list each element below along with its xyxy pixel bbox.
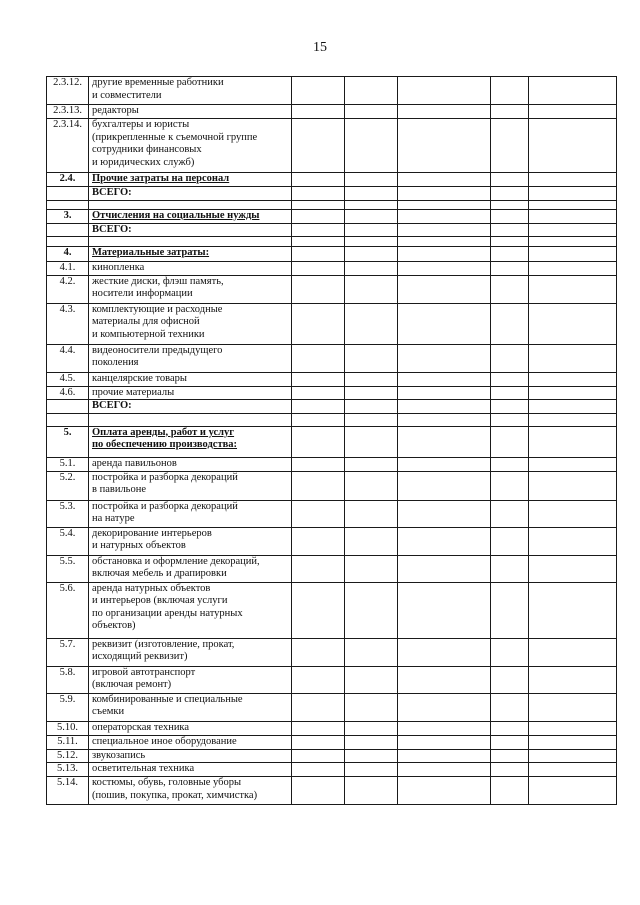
row-label-text: ВСЕГО: [92, 223, 132, 235]
empty-cell [292, 582, 345, 638]
empty-cell [529, 77, 617, 105]
row-label-text: операторская техника [92, 721, 190, 733]
empty-cell [491, 527, 529, 555]
page-number: 15 [313, 40, 327, 55]
row-label [89, 262, 292, 276]
empty-cell [292, 555, 345, 582]
empty-cell [292, 262, 345, 276]
table-row [47, 721, 617, 735]
row-number: 5.8. [47, 666, 89, 693]
empty-cell [292, 500, 345, 527]
row-label-text: другие временные работники и совместители [92, 77, 224, 101]
row-label-text: кинопленка [92, 262, 145, 273]
empty-cell [292, 426, 345, 457]
empty-cell [345, 262, 398, 276]
row-label-text: Отчисления на социальные нужды [92, 209, 260, 221]
table-row [47, 303, 617, 344]
table-row [47, 77, 617, 105]
empty-cell [292, 763, 345, 777]
empty-cell [491, 777, 529, 805]
row-label-text: редакторы [92, 105, 139, 116]
empty-cell [398, 457, 491, 471]
empty-cell [398, 105, 491, 119]
empty-cell [292, 209, 345, 223]
table-row [47, 262, 617, 276]
row-number [47, 223, 89, 237]
table-row [47, 209, 617, 223]
empty-cell [292, 693, 345, 721]
empty-cell [345, 471, 398, 500]
empty-cell [398, 344, 491, 372]
row-label-text: ВСЕГО: [92, 187, 132, 198]
table-row [47, 763, 617, 777]
row-label-text: реквизит (изготовление, прокат, исходящий реквизит) [92, 638, 235, 662]
row-label [89, 582, 292, 638]
table-row [47, 666, 617, 693]
empty-cell [529, 237, 617, 247]
empty-cell [491, 582, 529, 638]
row-label-text: звукозапись [92, 749, 146, 761]
empty-cell [345, 105, 398, 119]
row-label [89, 500, 292, 527]
empty-cell [529, 303, 617, 344]
table-row [47, 749, 617, 763]
empty-cell [292, 638, 345, 666]
row-number: 5.10. [47, 721, 89, 735]
row-label [89, 200, 292, 209]
empty-cell [292, 457, 345, 471]
empty-cell [292, 275, 345, 303]
empty-cell [398, 555, 491, 582]
table-row [47, 638, 617, 666]
empty-cell [398, 77, 491, 105]
row-number [47, 187, 89, 201]
empty-cell [345, 187, 398, 201]
empty-cell [292, 400, 345, 414]
empty-cell [292, 105, 345, 119]
empty-cell [398, 187, 491, 201]
row-number: 2.4. [47, 173, 89, 187]
table-row [47, 247, 617, 262]
empty-cell [398, 200, 491, 209]
empty-cell [529, 763, 617, 777]
row-label-text: жесткие диски, флэш память, носители информации [92, 275, 224, 299]
row-label [89, 426, 292, 457]
empty-cell [529, 777, 617, 805]
table-row [47, 187, 617, 201]
empty-cell [529, 223, 617, 237]
row-label [89, 303, 292, 344]
table-row [47, 105, 617, 119]
row-label [89, 457, 292, 471]
empty-cell [491, 471, 529, 500]
empty-cell [345, 247, 398, 262]
table-row [47, 200, 617, 209]
empty-cell [292, 372, 345, 386]
empty-cell [345, 749, 398, 763]
empty-cell [529, 749, 617, 763]
row-number [47, 237, 89, 247]
empty-cell [491, 372, 529, 386]
empty-cell [292, 527, 345, 555]
row-label [89, 693, 292, 721]
empty-cell [529, 247, 617, 262]
empty-cell [398, 471, 491, 500]
empty-cell [292, 666, 345, 693]
empty-cell [345, 413, 398, 426]
empty-cell [529, 638, 617, 666]
table-row [47, 777, 617, 805]
empty-cell [491, 763, 529, 777]
empty-cell [491, 209, 529, 223]
empty-cell [292, 119, 345, 173]
table-row [47, 237, 617, 247]
empty-cell [529, 105, 617, 119]
empty-cell [491, 77, 529, 105]
table-body [47, 77, 617, 805]
empty-cell [345, 763, 398, 777]
empty-cell [345, 721, 398, 735]
empty-cell [398, 303, 491, 344]
row-label [89, 777, 292, 805]
empty-cell [491, 247, 529, 262]
row-number [47, 200, 89, 209]
empty-cell [529, 262, 617, 276]
row-label-text: Материальные затраты: [92, 247, 210, 258]
row-label-text: комбинированные и специальные съемки [92, 693, 243, 717]
empty-cell [491, 638, 529, 666]
row-label-text: постройка и разборка декораций в павильоне [92, 471, 238, 495]
empty-cell [292, 187, 345, 201]
empty-cell [529, 666, 617, 693]
empty-cell [529, 209, 617, 223]
row-label [89, 735, 292, 749]
empty-cell [529, 555, 617, 582]
table-row [47, 457, 617, 471]
row-label-text: декорирование интерьеров и натурных объектов [92, 527, 212, 551]
row-number: 4.5. [47, 372, 89, 386]
empty-cell [292, 237, 345, 247]
empty-cell [292, 386, 345, 400]
empty-cell [345, 275, 398, 303]
row-label-text: прочие материалы [92, 386, 175, 398]
empty-cell [398, 735, 491, 749]
empty-cell [398, 666, 491, 693]
empty-cell [491, 303, 529, 344]
empty-cell [529, 721, 617, 735]
row-label [89, 721, 292, 735]
empty-cell [292, 173, 345, 187]
table-row [47, 173, 617, 187]
row-label-text: ВСЕГО: [92, 400, 132, 411]
empty-cell [491, 223, 529, 237]
table-row [47, 426, 617, 457]
empty-cell [345, 237, 398, 247]
row-label-text: бухгалтеры и юристы (прикрепленные к съемочной группе сотрудники финансовых и юридических служб) [92, 119, 258, 168]
row-label-text: видеоносители предыдущего поколения [92, 344, 223, 368]
row-label [89, 237, 292, 247]
empty-cell [345, 582, 398, 638]
empty-cell [345, 735, 398, 749]
table-row [47, 223, 617, 237]
empty-cell [491, 413, 529, 426]
empty-cell [398, 209, 491, 223]
row-label [89, 471, 292, 500]
empty-cell [398, 223, 491, 237]
row-label [89, 223, 292, 237]
row-label [89, 527, 292, 555]
budget-table [46, 76, 617, 805]
empty-cell [345, 173, 398, 187]
empty-cell [529, 527, 617, 555]
row-number: 5.14. [47, 777, 89, 805]
empty-cell [398, 426, 491, 457]
row-label-text: постройка и разборка декораций на натуре [92, 500, 238, 524]
empty-cell [491, 693, 529, 721]
row-label-text: обстановка и оформление декораций, включая мебель и драпировки [92, 555, 260, 579]
empty-cell [529, 413, 617, 426]
table-row [47, 471, 617, 500]
empty-cell [292, 223, 345, 237]
row-label [89, 763, 292, 777]
empty-cell [345, 303, 398, 344]
empty-cell [398, 638, 491, 666]
empty-cell [398, 400, 491, 414]
empty-cell [491, 237, 529, 247]
empty-cell [345, 386, 398, 400]
row-label [89, 666, 292, 693]
empty-cell [398, 262, 491, 276]
table-row [47, 372, 617, 386]
empty-cell [292, 749, 345, 763]
empty-cell [491, 400, 529, 414]
empty-cell [491, 105, 529, 119]
row-label [89, 247, 292, 262]
empty-cell [529, 426, 617, 457]
empty-cell [345, 119, 398, 173]
row-label [89, 372, 292, 386]
empty-cell [491, 555, 529, 582]
empty-cell [345, 527, 398, 555]
empty-cell [345, 344, 398, 372]
empty-cell [398, 693, 491, 721]
empty-cell [398, 527, 491, 555]
table-row [47, 582, 617, 638]
empty-cell [398, 275, 491, 303]
row-number: 5.2. [47, 471, 89, 500]
table-row [47, 555, 617, 582]
empty-cell [529, 173, 617, 187]
empty-cell [398, 173, 491, 187]
table-row [47, 400, 617, 414]
row-label [89, 400, 292, 414]
empty-cell [398, 119, 491, 173]
empty-cell [491, 749, 529, 763]
empty-cell [529, 200, 617, 209]
empty-cell [292, 471, 345, 500]
row-label [89, 119, 292, 173]
row-number: 5.11. [47, 735, 89, 749]
empty-cell [529, 344, 617, 372]
row-number: 4.4. [47, 344, 89, 372]
row-number: 5. [47, 426, 89, 457]
row-label [89, 344, 292, 372]
empty-cell [529, 119, 617, 173]
empty-cell [398, 582, 491, 638]
empty-cell [398, 386, 491, 400]
row-label-text: Прочие затраты на персонал [92, 173, 230, 184]
row-label-text: аренда натурных объектов и интерьеров (включая услуги по организации аренды натурных объектов) [92, 582, 243, 631]
row-number: 5.9. [47, 693, 89, 721]
empty-cell [529, 400, 617, 414]
empty-cell [345, 209, 398, 223]
empty-cell [491, 735, 529, 749]
row-number: 5.5. [47, 555, 89, 582]
empty-cell [345, 457, 398, 471]
empty-cell [398, 372, 491, 386]
row-number: 5.13. [47, 763, 89, 777]
row-label-text: специальное иное оборудование [92, 735, 237, 747]
empty-cell [529, 372, 617, 386]
row-number: 5.4. [47, 527, 89, 555]
row-label [89, 555, 292, 582]
table-row [47, 275, 617, 303]
table-row [47, 693, 617, 721]
row-label-text: комплектующие и расходные материалы для офисной и компьютерной техники [92, 303, 223, 340]
empty-cell [345, 426, 398, 457]
row-label [89, 638, 292, 666]
row-number: 2.3.14. [47, 119, 89, 173]
empty-cell [398, 413, 491, 426]
row-label [89, 77, 292, 105]
empty-cell [491, 173, 529, 187]
row-number: 5.7. [47, 638, 89, 666]
empty-cell [292, 200, 345, 209]
row-number: 4. [47, 247, 89, 262]
empty-cell [398, 500, 491, 527]
row-label [89, 187, 292, 201]
empty-cell [491, 426, 529, 457]
empty-cell [491, 721, 529, 735]
empty-cell [491, 500, 529, 527]
row-number: 4.6. [47, 386, 89, 400]
row-number: 5.1. [47, 457, 89, 471]
empty-cell [491, 386, 529, 400]
row-number: 2.3.13. [47, 105, 89, 119]
empty-cell [491, 262, 529, 276]
row-number [47, 413, 89, 426]
row-label-text: канцелярские товары [92, 372, 187, 384]
empty-cell [292, 303, 345, 344]
empty-cell [292, 735, 345, 749]
row-number: 4.3. [47, 303, 89, 344]
empty-cell [292, 247, 345, 262]
empty-cell [345, 666, 398, 693]
row-label [89, 413, 292, 426]
empty-cell [529, 693, 617, 721]
empty-cell [491, 187, 529, 201]
empty-cell [345, 372, 398, 386]
table-row [47, 413, 617, 426]
row-label [89, 105, 292, 119]
row-label [89, 749, 292, 763]
empty-cell [292, 777, 345, 805]
empty-cell [345, 223, 398, 237]
empty-cell [345, 400, 398, 414]
empty-cell [345, 77, 398, 105]
empty-cell [529, 386, 617, 400]
empty-cell [292, 721, 345, 735]
row-number: 5.6. [47, 582, 89, 638]
empty-cell [292, 413, 345, 426]
table-row [47, 386, 617, 400]
empty-cell [398, 749, 491, 763]
row-label [89, 275, 292, 303]
row-number: 3. [47, 209, 89, 223]
row-label-text: костюмы, обувь, головные уборы (пошив, покупка, прокат, химчистка) [92, 777, 258, 801]
table-row [47, 344, 617, 372]
empty-cell [491, 666, 529, 693]
row-number: 5.3. [47, 500, 89, 527]
empty-cell [398, 721, 491, 735]
empty-cell [398, 777, 491, 805]
empty-cell [491, 344, 529, 372]
empty-cell [529, 582, 617, 638]
row-number [47, 400, 89, 414]
row-label [89, 209, 292, 223]
row-label [89, 386, 292, 400]
empty-cell [529, 500, 617, 527]
row-label [89, 173, 292, 187]
table-row [47, 735, 617, 749]
empty-cell [398, 763, 491, 777]
empty-cell [292, 344, 345, 372]
empty-cell [345, 693, 398, 721]
empty-cell [345, 777, 398, 805]
empty-cell [491, 457, 529, 471]
empty-cell [345, 638, 398, 666]
row-number: 4.2. [47, 275, 89, 303]
row-number: 5.12. [47, 749, 89, 763]
row-number: 2.3.12. [47, 77, 89, 105]
table-row [47, 527, 617, 555]
empty-cell [529, 275, 617, 303]
row-label-text: осветительная техника [92, 763, 195, 774]
empty-cell [491, 200, 529, 209]
table-row [47, 119, 617, 173]
empty-cell [529, 187, 617, 201]
empty-cell [529, 471, 617, 500]
empty-cell [491, 275, 529, 303]
row-label-text: Оплата аренды, работ и услуг по обеспечению производства: [92, 426, 238, 450]
empty-cell [345, 500, 398, 527]
empty-cell [529, 457, 617, 471]
empty-cell [491, 119, 529, 173]
table-row [47, 500, 617, 527]
empty-cell [398, 237, 491, 247]
row-label-text: аренда павильонов [92, 457, 177, 469]
row-number: 4.1. [47, 262, 89, 276]
empty-cell [345, 555, 398, 582]
empty-cell [345, 200, 398, 209]
empty-cell [529, 735, 617, 749]
empty-cell [398, 247, 491, 262]
row-label-text: игровой автотранспорт (включая ремонт) [92, 666, 196, 690]
empty-cell [292, 77, 345, 105]
